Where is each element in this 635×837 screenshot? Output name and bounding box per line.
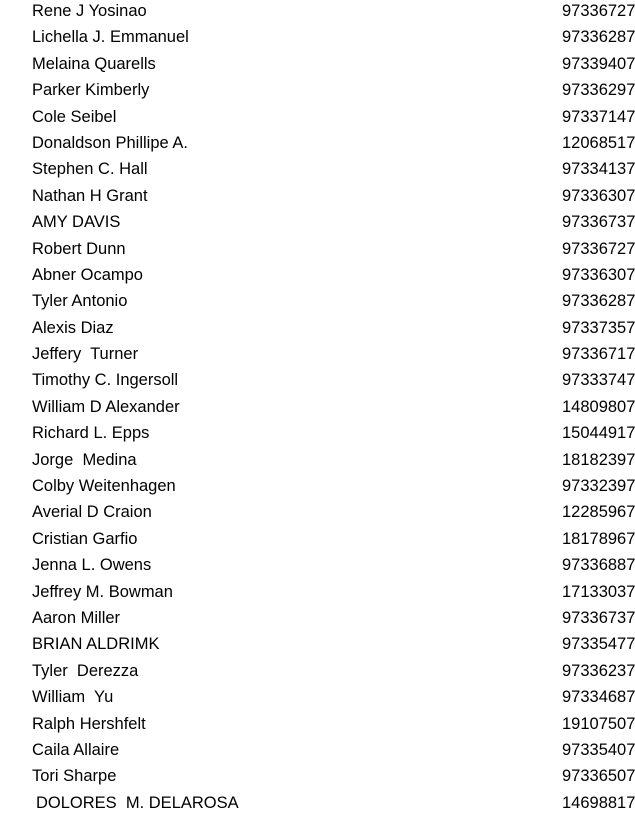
id-number: 18182397	[562, 450, 635, 469]
person-name: Colby Weitenhagen	[32, 477, 176, 496]
id-number: 12068517	[562, 133, 635, 152]
id-number: 97336287	[562, 28, 635, 47]
list-item	[0, 157, 635, 183]
person-name: Cole Seibel	[32, 107, 117, 126]
id-number: 97336727	[562, 239, 635, 258]
person-name: Tyler Derezza	[32, 661, 139, 680]
id-number: 97336737	[562, 608, 635, 627]
list-item	[0, 632, 635, 658]
id-number: 97334137	[562, 160, 635, 179]
person-name: Nathan H Grant	[32, 186, 148, 205]
list-item	[0, 685, 635, 711]
list-item	[0, 342, 635, 368]
id-number: 19107507	[562, 714, 635, 733]
list-item	[0, 764, 635, 790]
person-name: BRIAN ALDRIMK	[32, 635, 160, 654]
person-name: Stephen C. Hall	[32, 160, 148, 179]
id-number: 97335477	[562, 635, 635, 654]
id-number: 97336237	[562, 661, 635, 680]
id-number: 97337147	[562, 107, 635, 126]
id-number: 97332397	[562, 477, 635, 496]
list-item	[0, 368, 635, 394]
person-name: Timothy C. Ingersoll	[32, 371, 179, 390]
list-item	[0, 553, 635, 579]
person-name: Robert Dunn	[32, 239, 126, 258]
id-number: 97337357	[562, 318, 635, 337]
list-item	[0, 0, 635, 25]
list-item	[0, 263, 635, 289]
person-name: Alexis Diaz	[32, 318, 114, 337]
list-item	[0, 237, 635, 263]
list-item	[0, 500, 635, 526]
id-number: 97336307	[562, 265, 635, 284]
list-item	[0, 25, 635, 51]
person-name: Averial D Craion	[32, 503, 152, 522]
list-item	[0, 184, 635, 210]
person-name: Richard L. Epps	[32, 424, 150, 443]
list-item	[0, 474, 635, 500]
person-name: Jenna L. Owens	[32, 556, 152, 575]
list-item	[0, 738, 635, 764]
id-number: 97336717	[562, 345, 635, 364]
id-number: 97336737	[562, 213, 635, 232]
list-item	[0, 52, 635, 78]
id-number: 97336287	[562, 292, 635, 311]
list-item	[0, 448, 635, 474]
person-name: William D Alexander	[32, 397, 180, 416]
id-number: 18178967	[562, 529, 635, 548]
id-number: 97336727	[562, 2, 635, 20]
person-name: Donaldson Phillipe A.	[32, 133, 188, 152]
person-name: Ralph Hershfelt	[32, 714, 146, 733]
id-number: 14809807	[562, 397, 635, 416]
list-item	[0, 580, 635, 606]
id-number: 97336307	[562, 186, 635, 205]
list-item	[0, 131, 635, 157]
person-name: AMY DAVIS	[32, 213, 121, 232]
person-name: DOLORES M. DELAROSA	[36, 793, 239, 812]
person-name: Tori Sharpe	[32, 767, 117, 786]
list-item	[0, 210, 635, 236]
person-name: Aaron Miller	[32, 608, 121, 627]
person-name: Jeffrey M. Bowman	[32, 582, 173, 601]
id-number: 15044917	[562, 424, 635, 443]
id-number: 12285967	[562, 503, 635, 522]
list-item	[0, 421, 635, 447]
list-item	[0, 527, 635, 553]
person-name: Melaina Quarells	[32, 54, 156, 73]
list-item	[0, 791, 635, 817]
list-item	[0, 395, 635, 421]
id-number: 14698817	[562, 793, 635, 812]
id-number: 97336507	[562, 767, 635, 786]
person-name: Parker Kimberly	[32, 81, 150, 100]
id-number: 97333747	[562, 371, 635, 390]
person-name: Rene J Yosinao	[32, 2, 147, 20]
person-name: Caila Allaire	[32, 740, 120, 759]
id-number: 97336297	[562, 81, 635, 100]
list-item	[0, 289, 635, 315]
id-number: 97335407	[562, 740, 635, 759]
list-item	[0, 606, 635, 632]
id-number: 97336887	[562, 556, 635, 575]
person-name: Jorge Medina	[32, 450, 137, 469]
id-number: 97334687	[562, 688, 635, 707]
person-name: Abner Ocampo	[32, 265, 143, 284]
person-name: Tyler Antonio	[32, 292, 128, 311]
list-item	[0, 659, 635, 685]
list-item	[0, 105, 635, 131]
person-name: Cristian Garfio	[32, 529, 138, 548]
person-name: William Yu	[32, 688, 114, 707]
person-name: Lichella J. Emmanuel	[32, 28, 189, 47]
list-item	[0, 78, 635, 104]
id-number: 97339407	[562, 54, 635, 73]
id-number: 17133037	[562, 582, 635, 601]
person-name: Jeffery Turner	[32, 345, 139, 364]
list-item	[0, 316, 635, 342]
list-item	[0, 712, 635, 738]
